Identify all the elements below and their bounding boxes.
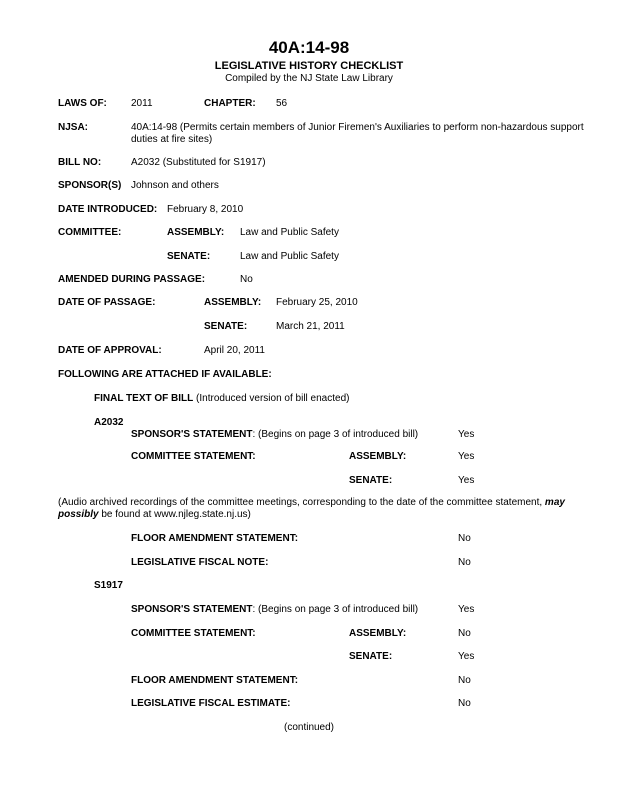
passage-label: DATE OF PASSAGE: (58, 297, 156, 308)
s1917-sponsor-label: SPONSOR'S STATEMENT (131, 604, 253, 615)
final-text-label: FINAL TEXT OF BILL (94, 393, 194, 404)
a2032-floor-value: No (458, 533, 471, 544)
a2032-floor-label: FLOOR AMENDMENT STATEMENT: (131, 533, 299, 544)
amended-value: No (240, 274, 253, 285)
a2032-sponsor-label: SPONSOR'S STATEMENT (131, 429, 253, 440)
s1917-senate-value: Yes (458, 651, 475, 662)
chapter-value: 56 (276, 98, 288, 109)
s1917-floor-label: FLOOR AMENDMENT STATEMENT: (131, 675, 299, 686)
s1917-sponsor-value: Yes (458, 604, 475, 615)
committee-label: COMMITTEE: (58, 227, 122, 238)
audio-note (58, 497, 603, 521)
a2032-senate-label: SENATE: (349, 475, 393, 486)
s1917-sponsor-line (131, 604, 418, 616)
passage-senate-value: March 21, 2011 (276, 321, 345, 332)
approval-label: DATE OF APPROVAL: (58, 345, 162, 356)
date-introduced-label: DATE INTRODUCED: (58, 204, 158, 215)
committee-senate-value: Law and Public Safety (240, 251, 339, 262)
s1917-sponsor-note: : (Begins on page 3 of introduced bill) (252, 604, 419, 615)
a2032-fiscal-value: No (458, 557, 471, 568)
laws-of-value: 2011 (131, 98, 153, 109)
sponsors-value: Johnson and others (131, 180, 219, 191)
a2032-committee-label: COMMITTEE STATEMENT: (131, 451, 256, 462)
a2032-senate-value: Yes (458, 475, 475, 486)
a2032-sponsor-line (131, 429, 418, 441)
s1917-senate-label: SENATE: (349, 651, 393, 662)
passage-assembly-label: ASSEMBLY: (204, 297, 262, 308)
committee-senate-label: SENATE: (167, 251, 211, 262)
approval-value: April 20, 2011 (204, 345, 265, 356)
s1917-bill: S1917 (94, 580, 123, 591)
audio-note-emphasis: may possibly (58, 497, 565, 520)
s1917-assembly-label: ASSEMBLY: (349, 628, 407, 639)
audio-note-part2: be found at www.njleg.state.nj.us) (98, 509, 251, 520)
a2032-assembly-label: ASSEMBLY: (349, 451, 407, 462)
final-text-note: (Introduced version of bill enacted) (193, 393, 350, 404)
bill-no-value: A2032 (Substituted for S1917) (131, 157, 266, 168)
s1917-assembly-value: No (458, 628, 471, 639)
bill-no-label: BILL NO: (58, 157, 102, 168)
a2032-sponsor-value: Yes (458, 429, 475, 440)
passage-assembly-value: February 25, 2010 (276, 297, 358, 308)
a2032-fiscal-label: LEGISLATIVE FISCAL NOTE: (131, 557, 269, 568)
committee-assembly-label: ASSEMBLY: (167, 227, 225, 238)
s1917-fiscal-value: No (458, 698, 471, 709)
a2032-sponsor-note: : (Begins on page 3 of introduced bill) (252, 429, 419, 440)
date-introduced-value: February 8, 2010 (167, 204, 244, 215)
s1917-committee-label: COMMITTEE STATEMENT: (131, 628, 256, 639)
audio-note-part1: (Audio archived recordings of the committee meetings, corresponding to the date of the committee statement, (58, 497, 545, 508)
a2032-bill: A2032 (94, 417, 124, 428)
continued-note: (continued) (283, 722, 335, 733)
committee-assembly-value: Law and Public Safety (240, 227, 339, 238)
sponsors-label: SPONSOR(S) (58, 180, 122, 191)
compiled-by: Compiled by the NJ State Law Library (225, 73, 393, 84)
amended-label: AMENDED DURING PASSAGE: (58, 274, 206, 285)
njsa-value: 40A:14-98 (Permits certain members of Junior Firemen's Auxiliaries to perform non-hazardous support duties at fire sites) (131, 122, 584, 145)
passage-senate-label: SENATE: (204, 321, 248, 332)
s1917-floor-value: No (458, 675, 471, 686)
a2032-assembly-value: Yes (458, 451, 475, 462)
attached-heading: FOLLOWING ARE ATTACHED IF AVAILABLE: (58, 369, 272, 380)
chapter-label: CHAPTER: (204, 98, 256, 109)
document-code: 40A:14-98 (268, 38, 350, 57)
s1917-fiscal-label: LEGISLATIVE FISCAL ESTIMATE: (131, 698, 291, 709)
final-text-line (94, 393, 349, 405)
njsa-label: NJSA: (58, 122, 89, 133)
laws-of-label: LAWS OF: (58, 98, 107, 109)
document-title: LEGISLATIVE HISTORY CHECKLIST (214, 60, 404, 72)
